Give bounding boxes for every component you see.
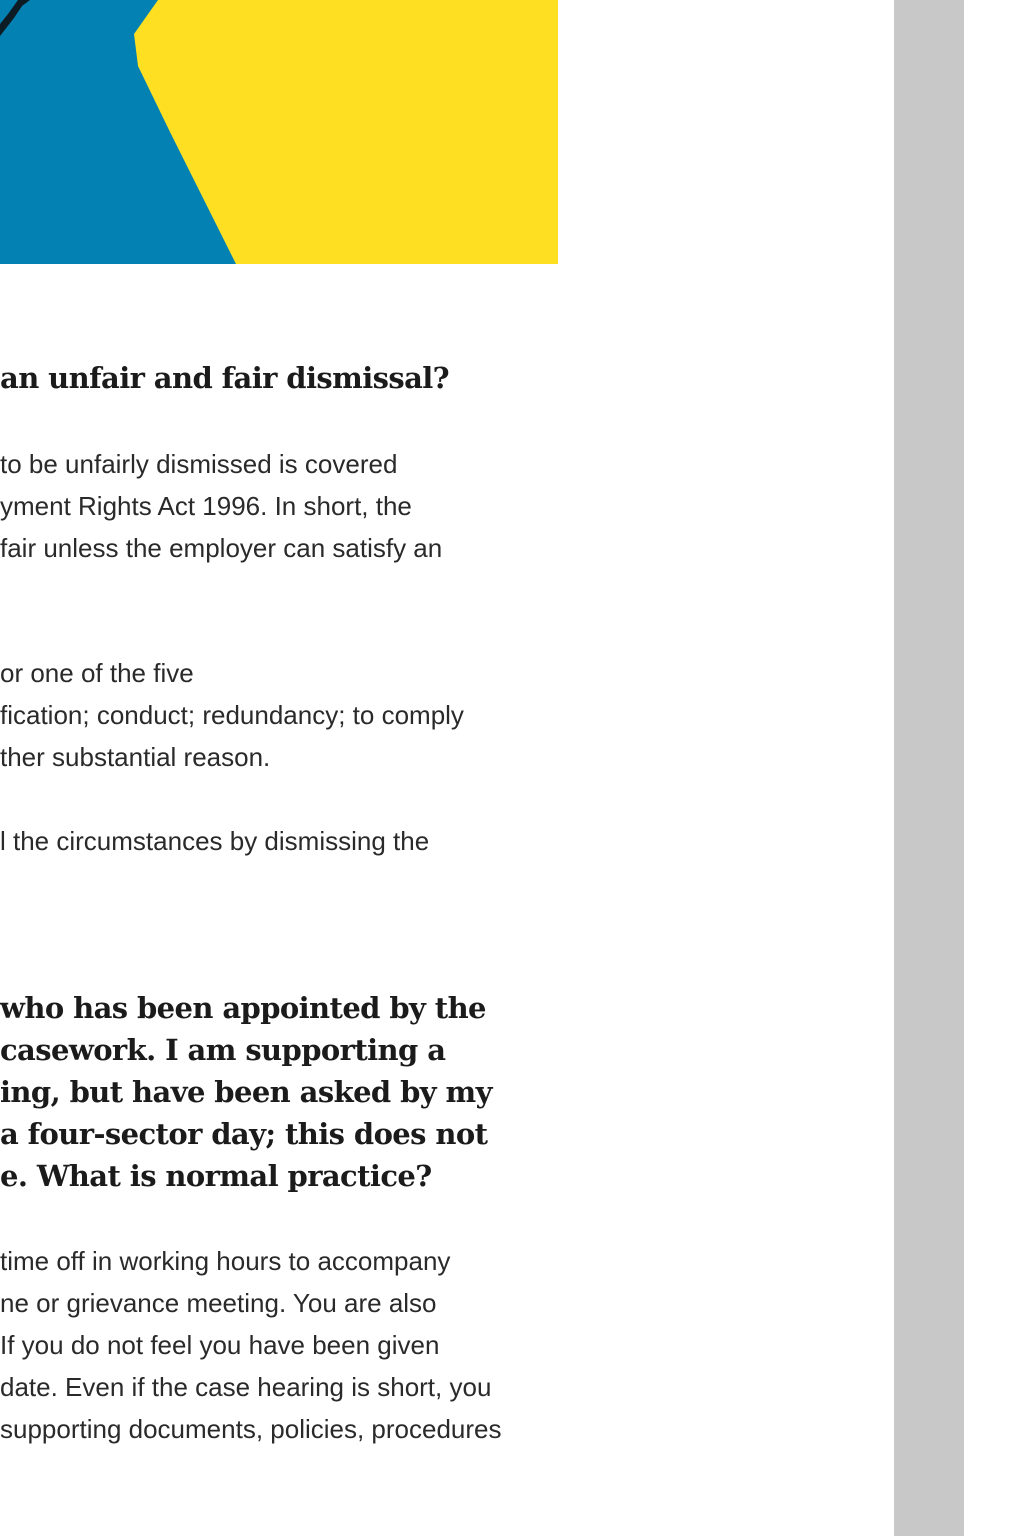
text-line: ther substantial reason. [0,742,271,772]
text-line: l the circumstances by dismissing the [0,826,430,856]
heading-line: who has been appointed by the [0,991,486,1025]
section-1-paragraph-2 [0,652,464,778]
text-line: yment Rights Act 1996. In short, the [0,491,412,521]
heading-line: casework. I am supporting a [0,1033,446,1067]
text-line: supporting documents, policies, procedures [0,1414,502,1444]
heading-line: a four-sector day; this does not [0,1117,488,1151]
page-margin-strip [894,0,964,1536]
section-2-paragraph [0,1240,502,1450]
text-line: time off in working hours to accompany [0,1246,451,1276]
abstract-figure-illustration-icon [0,0,558,264]
section-1-heading: an unfair and fair dismissal? [0,361,450,395]
text-line: fication; conduct; redundancy; to comply [0,700,464,730]
header-illustration [0,0,558,264]
section-1-paragraph-1 [0,443,442,569]
text-line: fair unless the employer can satisfy an [0,533,443,563]
text-line: or one of the five [0,658,194,688]
section-1-paragraph-3 [0,820,429,862]
text-line: to be unfairly dismissed is covered [0,449,398,479]
text-line: date. Even if the case hearing is short, you [0,1372,492,1402]
text-line: If you do not feel you have been given [0,1330,440,1360]
heading-line: e. What is normal practice? [0,1159,432,1193]
text-line: ne or grievance meeting. You are also [0,1288,437,1318]
heading-line: ing, but have been asked by my [0,1075,492,1109]
section-2-heading [0,987,492,1197]
